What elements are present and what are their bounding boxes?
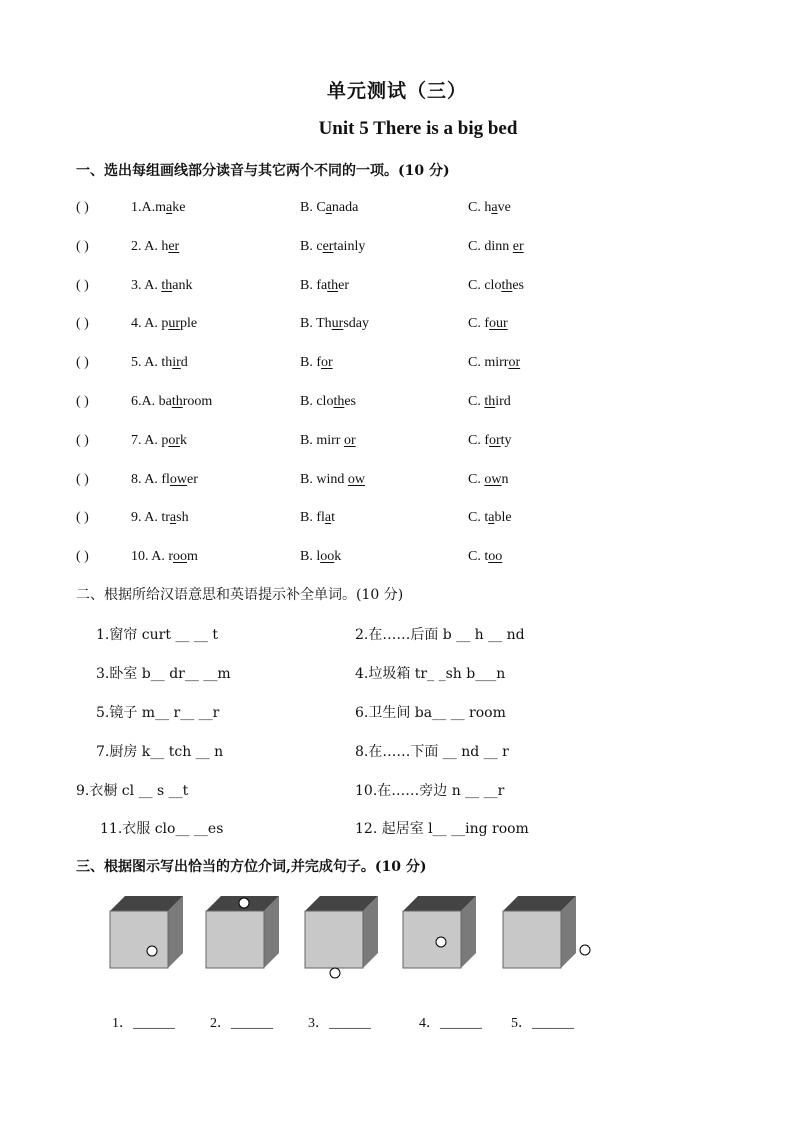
option-b [300, 472, 365, 488]
option-b [300, 239, 365, 255]
word-part: h [161, 238, 169, 254]
option-b [300, 200, 358, 216]
answer-parentheses[interactable]: ( ) [76, 200, 89, 215]
option-b [300, 549, 341, 565]
option-a [131, 433, 187, 449]
answer-blank-3[interactable]: 3．______ [308, 1016, 371, 1031]
option-b [300, 316, 369, 332]
option-c [468, 239, 524, 255]
word-part: C. mirr [468, 355, 509, 371]
section-2-heading: 二、根据所给汉语意思和英语提示补全单词。(10 分) [76, 587, 404, 603]
word-fill-item[interactable]: 6.卫生间 ba__ __ room [355, 705, 506, 721]
underlined-letters: th [333, 394, 345, 409]
answer-parentheses[interactable]: ( ) [76, 549, 89, 565]
word-part: ve [497, 200, 511, 215]
word-fill-item[interactable]: 9.衣橱 cl __ s __t [76, 783, 189, 799]
word-part: sday [343, 316, 369, 332]
word-part: er [338, 277, 349, 293]
question-number: 5. A. [131, 355, 162, 371]
question-number: 8. A. [131, 471, 162, 487]
option-c [468, 394, 511, 410]
underlined-letters: a [491, 200, 498, 215]
word-part: tainly [333, 238, 366, 254]
word-part: C. [468, 394, 485, 409]
option-b [300, 355, 333, 371]
word-part: sh [176, 510, 189, 526]
option-a [131, 239, 179, 255]
option-a [131, 355, 188, 371]
answer-blank-5[interactable]: 5．______ [511, 1016, 574, 1031]
answer-blank-1[interactable]: 1．______ [112, 1016, 175, 1031]
word-part: B. c [300, 238, 323, 254]
underlined-letters: a [488, 510, 495, 526]
word-part: B. Th [300, 316, 332, 332]
word-part: ank [172, 277, 193, 293]
word-fill-item[interactable]: 5.镜子 m__ r__ __r [96, 705, 220, 721]
option-c [468, 316, 508, 332]
answer-blank-2[interactable]: 2．______ [210, 1016, 273, 1031]
page-title: 单元测试（三） [326, 80, 467, 102]
word-part: C. h [468, 200, 492, 215]
option-b [300, 510, 335, 526]
word-fill-item[interactable]: 1.窗帘 curt __ __ t [96, 627, 218, 643]
underlined-letters: a [325, 200, 332, 215]
word-part: ble [494, 510, 512, 526]
underlined-letters: th [501, 277, 513, 293]
underlined-letters: ur [168, 316, 181, 332]
option-c [468, 200, 511, 216]
word-part: B. clo [300, 394, 334, 409]
option-a [131, 278, 192, 294]
answer-parentheses[interactable]: ( ) [76, 432, 89, 448]
word-part: B. fa [300, 277, 328, 293]
ball-1 [147, 946, 157, 956]
option-c [468, 472, 508, 488]
underlined-letters: th [171, 394, 183, 409]
underlined-letters: th [484, 394, 496, 409]
option-a [131, 316, 197, 332]
option-a [131, 472, 198, 488]
option-c [468, 355, 520, 371]
word-part: ba [158, 394, 172, 409]
option-a [131, 510, 189, 526]
answer-blank-4[interactable]: 4．______ [419, 1016, 482, 1031]
underlined-letters: a [169, 510, 177, 526]
underlined-letters: our [489, 316, 508, 332]
word-part: C. t [468, 549, 489, 565]
word-part: B. wind [300, 471, 348, 487]
word-fill-item[interactable]: 8.在……下面 __ nd __ r [355, 744, 509, 760]
option-c [468, 510, 512, 526]
question-number: 3. A. [131, 277, 162, 293]
answer-parentheses[interactable]: ( ) [76, 238, 89, 254]
word-part: C. f [468, 316, 489, 332]
underlined-letters: oo [320, 549, 335, 565]
underlined-letters: or [508, 355, 521, 371]
option-b [300, 278, 349, 294]
word-part: tr [161, 510, 170, 526]
section-3-heading: 三、根据图示写出恰当的方位介词,并完成句子。(10 分) [76, 859, 427, 875]
word-part: ty [500, 432, 512, 448]
word-part: nada [331, 200, 359, 215]
option-c [468, 278, 524, 294]
underlined-letters: a [324, 510, 332, 526]
word-part: es [344, 394, 357, 409]
underlined-letters: er [322, 238, 334, 254]
option-b [300, 433, 356, 449]
underlined-letters: or [489, 432, 501, 448]
word-part: m [187, 549, 198, 565]
underlined-letters: ow [169, 471, 188, 487]
option-a [131, 549, 198, 565]
cube-4 [403, 896, 476, 968]
word-part: C. f [468, 432, 489, 448]
word-part: B. mirr [300, 432, 344, 448]
question-number: 7. A. [131, 432, 162, 448]
word-fill-item[interactable]: 10.在……旁边 n __ __r [355, 783, 505, 799]
option-a [131, 394, 212, 410]
answer-parentheses[interactable]: ( ) [76, 355, 89, 371]
word-part: ke [172, 200, 186, 215]
underlined-letters: or [343, 432, 356, 448]
ball-4 [436, 937, 446, 947]
word-part: n [501, 471, 509, 487]
ball-2 [239, 898, 249, 908]
word-part: d [180, 355, 188, 371]
cube-2 [206, 896, 279, 968]
word-fill-item[interactable]: 11.衣服 clo__ __es [100, 821, 224, 837]
word-part: t [331, 510, 335, 526]
word-part: C. clo [468, 277, 502, 293]
word-part: B. fl [300, 510, 325, 526]
answer-parentheses[interactable]: ( ) [76, 471, 89, 487]
word-part: B. l [300, 549, 321, 565]
underlined-letters: or [321, 355, 333, 371]
underlined-letters: ow [347, 471, 365, 487]
word-fill-item[interactable]: 4.垃圾箱 tr_ _sh b___n [355, 666, 506, 682]
word-part: m [155, 200, 167, 215]
word-part: room [182, 394, 213, 409]
section-1-heading: 一、选出每组画线部分读音与其它两个不同的一项。(10 分) [76, 163, 450, 179]
word-part: C. [468, 471, 485, 487]
cube-diagrams [0, 885, 794, 995]
underlined-letters: ir [172, 355, 181, 371]
word-part: ple [180, 316, 198, 332]
cube-1 [110, 896, 183, 968]
underlined-letters: er [168, 238, 180, 254]
word-part: p [161, 432, 169, 448]
word-fill-item[interactable]: 12. 起居室 l__ __ing room [355, 821, 529, 837]
word-part: es [512, 277, 525, 293]
question-number: 1.A. [131, 200, 156, 215]
word-fill-item[interactable]: 2.在……后面 b __ h __ nd [355, 627, 525, 643]
ball-3 [330, 968, 340, 978]
question-number: 9. A. [131, 510, 162, 526]
question-number: 2. A. [131, 238, 162, 254]
underlined-letters: er [512, 238, 524, 254]
answer-parentheses[interactable]: ( ) [76, 316, 89, 332]
underlined-letters: a [166, 200, 173, 215]
question-number: 6.A. [131, 394, 159, 409]
option-a [131, 200, 185, 216]
word-part: fl [161, 471, 170, 487]
word-part: k [334, 549, 342, 565]
option-c [468, 433, 512, 449]
underlined-letters: oo [488, 549, 503, 565]
cube-3 [305, 896, 378, 978]
ball-5 [580, 945, 590, 955]
word-part: th [161, 355, 173, 371]
word-part: p [161, 316, 169, 332]
word-part: B. f [300, 355, 321, 371]
option-c [468, 549, 502, 565]
word-part: k [180, 432, 188, 448]
word-part: C. dinn [468, 238, 513, 254]
word-part: r [168, 549, 174, 565]
cube-5 [503, 896, 590, 968]
word-fill-item[interactable]: 3.卧室 b__ dr__ __m [96, 666, 231, 682]
underlined-letters: th [161, 277, 173, 293]
word-part: C. t [468, 510, 489, 526]
page-subtitle: Unit 5 There is a big bed [318, 118, 518, 139]
question-number: 10. A. [131, 549, 169, 565]
word-fill-item[interactable]: 7.厨房 k__ tch __ n [96, 744, 224, 760]
question-number: 4. A. [131, 316, 162, 332]
answer-parentheses[interactable]: ( ) [76, 510, 89, 526]
word-part: er [187, 471, 198, 487]
answer-parentheses[interactable]: ( ) [76, 394, 89, 409]
word-part: ird [495, 394, 511, 409]
underlined-letters: ow [484, 471, 502, 487]
underlined-letters: th [327, 277, 339, 293]
answer-parentheses[interactable]: ( ) [76, 277, 89, 293]
option-b [300, 394, 356, 410]
word-part: B. C [300, 200, 326, 215]
underlined-letters: oo [173, 549, 188, 565]
underlined-letters: ur [331, 316, 344, 332]
underlined-letters: or [168, 432, 181, 448]
